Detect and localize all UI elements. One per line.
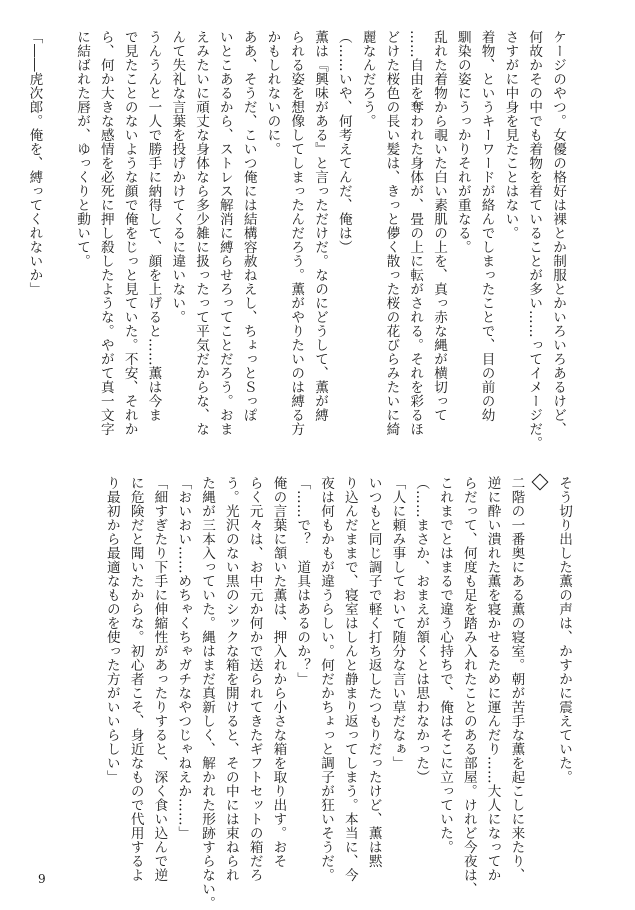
top-line-9: 麗なんだろう。 xyxy=(359,30,376,128)
top-line-2: 何故かその中でも着物を着ていることが多い……ってイメージだ。 xyxy=(526,30,543,450)
bottom-line-4: これまでとはまるで違う心持ちで、俺はそこに立っていた。 xyxy=(437,476,454,854)
bottom-line-2: 逆に酔い潰れた薫を寝かせるために運んだり……大人になってか xyxy=(484,476,501,882)
diamond-icon xyxy=(532,474,549,491)
bottom-intro-line-1: そう切り出した薫の声は、かすかに震えていた。 xyxy=(556,476,572,784)
bottom-line-10: 「……で？ 道具はあるのか？」 xyxy=(294,476,311,686)
top-line-4: 着物、というキーワードが絡んでしまったことで、目の前の幼 xyxy=(478,30,495,422)
top-line-17: んて失礼な言葉を投げかけてくるに違いない。 xyxy=(169,30,186,324)
top-line-10: （……いや、何考えてんだ、俺は） xyxy=(335,30,352,254)
bottom-line-11: 俺の言葉に頷いた薫は、押入れから小さな箱を取り出す。おそ xyxy=(270,476,287,868)
bottom-line-13: う。光沢のない黒のシックな箱を開けると、その中には束ねられ xyxy=(222,476,239,882)
bottom-line-17: に危険だと聞いたからな。初心者こそ、身近なもので代用するよ xyxy=(127,476,144,882)
bottom-line-9: 夜は何もかもが違うらしい。何だかちょっと調子が狂いそうだ。 xyxy=(318,476,335,882)
top-line-16: えみたいに頑丈な身体なら多少雑に扱ったって平気だからな、な xyxy=(193,30,210,436)
top-line-5: 馴染の姿にうっかりそれが重なる。 xyxy=(454,30,471,254)
bottom-line-7: いつもと同じ調子で軽く打ち返したつもりだったけど、薫は黙 xyxy=(365,476,382,868)
scene-break xyxy=(527,476,551,488)
top-line-22 xyxy=(45,30,69,420)
bottom-line-12: らく元々は、お中元か何かで送られてきたギフトセットの箱だろ xyxy=(246,476,263,882)
bottom-line-6: 「人に頼み事しておいて随分な言い草だなぁ」 xyxy=(389,476,406,770)
bottom-text-block xyxy=(55,476,575,910)
top-line-8: どけた桜色の長い髪は、きっと儚く散った桜の花びらみたいに綺 xyxy=(383,30,400,436)
bottom-line-18: り最初から最適なものを使った方がいいらしい」 xyxy=(103,476,120,784)
top-line-15: いとこあるから、ストレス解消に縛らせろってことだろう。おま xyxy=(216,30,233,436)
top-line-19: で見たことのないような顔で俺をじっと見ていた。不安、それか xyxy=(121,30,138,436)
page-number: 9 xyxy=(38,872,46,886)
bottom-line-15: 「おいおい……めちゃくちゃガチなやつじゃねえか……」 xyxy=(175,476,192,840)
top-line-13: かもしれないのに。 xyxy=(264,30,281,156)
top-text-block xyxy=(26,30,569,450)
top-line-11: 薫は『興味がある』と言っただけだ。なのにどうして、薫が縛 xyxy=(312,30,329,422)
bottom-text-before-break xyxy=(551,476,575,866)
bottom-line-8: り込んだままで、寝室はしんと静まり返ってしまう。本当に、今 xyxy=(341,476,358,882)
bottom-line-1: 二階の一番奥にある薫の寝室。朝が苦手な薫を起こしに来たり、 xyxy=(508,476,525,882)
top-line-3: さすがに中身を見たことはない。 xyxy=(502,30,519,240)
bottom-line-14: た縄が三本入っていた。縄はまだ真新しく、解かれた形跡すらない。 xyxy=(199,476,216,910)
top-line-12: られる姿を想像してしまったんだろう。薫がやりたいのは縛る方 xyxy=(288,30,305,436)
top-line-7: ……自由を奪われた身体が、畳の上に転がされる。それを彩るほ xyxy=(407,30,424,436)
top-line-23: 「――虎次郎。俺を、縛ってくれないか」 xyxy=(26,30,43,296)
top-line-20: ら、何か大きな感情を必死に押し殺したような。やがて真一文字 xyxy=(97,30,114,436)
top-line-14: ああ、そうだ、こいつ俺には結構容赦ねえし、ちょっとＳっぽ xyxy=(240,30,257,422)
bottom-line-3: らだって、何度も足を踏み入れたことのある部屋。けれど今夜は、 xyxy=(460,476,477,896)
bottom-line-16: 「細すぎたり下手に伸縮性があったりすると、深く食い込んで逆 xyxy=(151,476,168,882)
top-line-18: うんうんと一人で勝手に納得して、顔を上げると……薫は今ま xyxy=(145,30,162,422)
bottom-line-5: （……まさか、おまえが頷くとは思わなかった） xyxy=(413,476,430,784)
top-line-21: に結ばれた唇が、ゆっくりと動いて。 xyxy=(74,30,91,268)
top-line-6: 乱れた着物から覗いた白い素肌の上を、真っ赤な縄が横切って xyxy=(431,30,448,422)
bottom-text-after-break xyxy=(99,476,527,910)
top-line-1: ケージのやつ。女優の格好は裸とか制服とかいろいろあるけど、 xyxy=(550,30,566,436)
